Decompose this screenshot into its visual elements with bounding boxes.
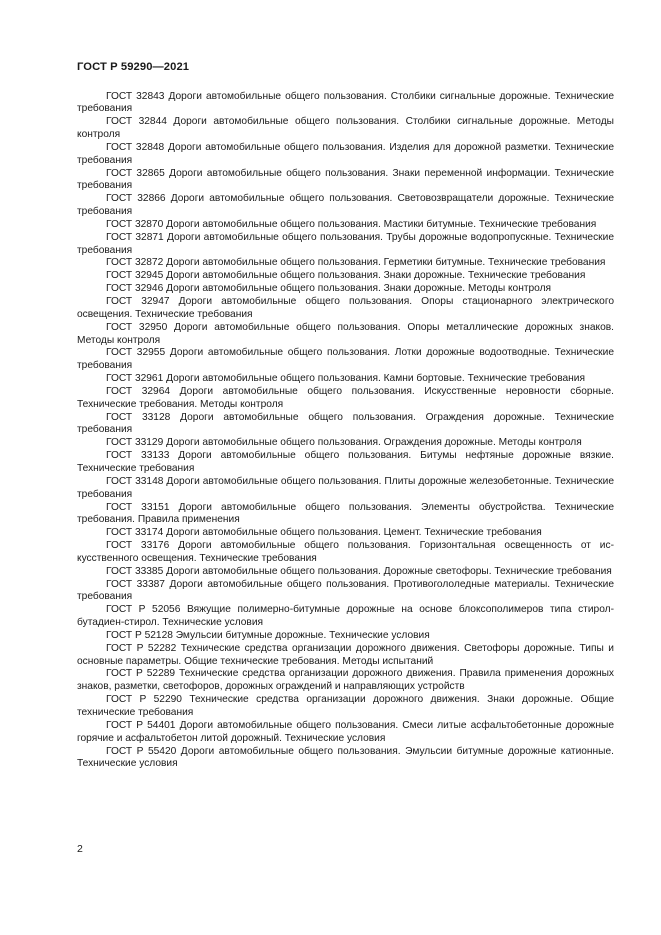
reference-entry: ГОСТ 32955 Дороги автомобильные общего пользования. Лотки дорожные водоотводные. Технические требования <box>77 347 614 372</box>
reference-entry: ГОСТ 32866 Дороги автомобильные общего пользования. Световозвращатели дорожные. Технические требования <box>77 193 614 218</box>
reference-entry: ГОСТ 33385 Дороги автомобильные общего пользования. Дорожные светофоры. Технические требования <box>106 565 612 577</box>
reference-entry: ГОСТ 32950 Дороги автомобильные общего пользования. Опоры металлические дорожных знаков. Методы контроля <box>77 321 614 346</box>
reference-entry: ГОСТ 32964 Дороги автомобильные общего пользования. Искусственные неровности сборные. Технические требования. Методы контроля <box>77 385 614 410</box>
reference-entry: ГОСТ 32946 Дороги автомобильные общего пользования. Знаки дорожные. Методы контроля <box>106 283 552 295</box>
normative-references-list <box>77 91 614 772</box>
reference-entry: ГОСТ Р 54401 Дороги автомобильные общего пользования. Смеси литые асфальтобетонные дорожные горячие и асфальтобетон литой дорожный. Технические условия <box>77 719 614 744</box>
reference-entry: ГОСТ 33151 Дороги автомобильные общего пользования. Элементы обустройства. Технические требования. Правила применения <box>77 501 614 526</box>
reference-entry: ГОСТ Р 52290 Технические средства организации дорожного движения. Знаки дорожные. Общие технические требования <box>77 694 614 718</box>
reference-entry: ГОСТ 32870 Дороги автомобильные общего пользования. Мастики битумные. Технические требования <box>106 218 597 230</box>
reference-entry: ГОСТ 32848 Дороги автомобильные общего пользования. Изделия для дорожной разметки. Технические требования <box>77 141 614 166</box>
reference-entry: ГОСТ Р 55420 Дороги автомобильные общего пользования. Эмульсии битумные дорожные катионные. Технические условия <box>77 745 614 770</box>
reference-entry: ГОСТ 32945 Дороги автомобильные общего пользования. Знаки дорожные. Технические требования <box>106 270 586 282</box>
reference-entry: ГОСТ 32871 Дороги автомобильные общего пользования. Трубы дорожные водопропускные. Технические требования <box>77 231 614 256</box>
document-header-code: ГОСТ Р 59290—2021 <box>77 61 190 73</box>
reference-entry: ГОСТ 33387 Дороги автомобильные общего пользования. Противогололедные материалы. Технические требования <box>77 578 614 603</box>
reference-entry: ГОСТ Р 52282 Технические средства организации дорожного движения. Светофоры дорожные. Типы и основные параметры. Общие технические требования. Методы испытаний <box>77 642 614 667</box>
reference-entry: ГОСТ 32843 Дороги автомобильные общего пользования. Столбики сигнальные дорожные. Технические требования <box>77 90 614 115</box>
reference-entry: ГОСТ 32865 Дороги автомобильные общего пользования. Знаки переменной информации. Технические требования <box>77 167 614 192</box>
reference-entry: ГОСТ 33148 Дороги автомобильные общего пользования. Плиты дорожные железобетонные. Технические требования <box>77 475 614 500</box>
reference-entry: ГОСТ 33128 Дороги автомобильные общего пользования. Ограждения дорожные. Технические требования <box>77 411 614 436</box>
reference-entry: ГОСТ Р 52128 Эмульсии битумные дорожные. Технические условия <box>106 629 430 641</box>
reference-entry: ГОСТ 32961 Дороги автомобильные общего пользования. Камни бортовые. Технические требования <box>106 373 585 385</box>
reference-entry: ГОСТ Р 52056 Вяжущие полимерно-битумные дорожные на основе блоксополимеров типа стиролбутадиен-стирол. Технические условия <box>77 604 614 629</box>
page-number: 2 <box>77 843 83 855</box>
reference-entry: ГОСТ 32872 Дороги автомобильные общего пользования. Герметики битумные. Технические требования <box>106 257 606 269</box>
reference-entry: ГОСТ 33174 Дороги автомобильные общего пользования. Цемент. Технические требования <box>106 527 542 539</box>
reference-entry: ГОСТ 32844 Дороги автомобильные общего пользования. Столбики сигнальные дорожные. Методы контроля <box>77 116 614 141</box>
reference-entry: ГОСТ 32947 Дороги автомобильные общего пользования. Опоры стационарного электрического освещения. Технические требования <box>77 296 614 320</box>
reference-entry: ГОСТ 33133 Дороги автомобильные общего пользования. Битумы нефтяные дорожные вязкие. Технические требования <box>77 450 614 474</box>
reference-entry: ГОСТ 33176 Дороги автомобильные общего пользования. Горизонтальная освещенность от искусственного освещения. Технические требования <box>77 540 614 564</box>
reference-entry: ГОСТ 33129 Дороги автомобильные общего пользования. Ограждения дорожные. Методы контроля <box>106 437 582 449</box>
reference-entry: ГОСТ Р 52289 Технические средства организации дорожного движения. Правила применения дорожных знаков, разметки, светофоров, дорожных ограждений и направляющих устройств <box>77 668 614 693</box>
